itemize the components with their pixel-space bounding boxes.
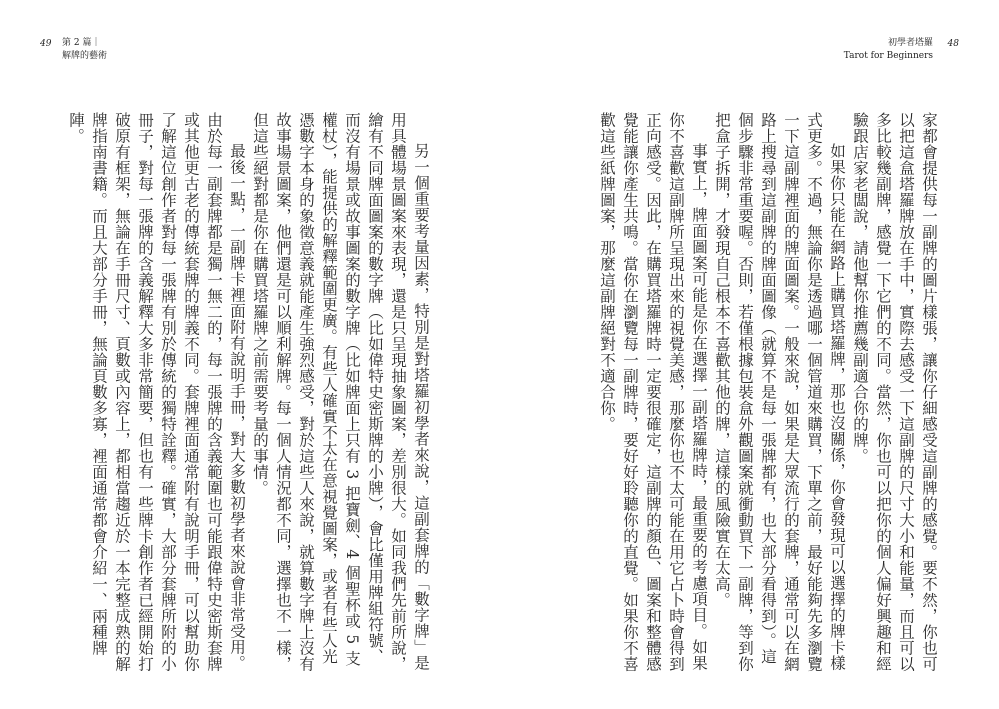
paragraph: 如果你只能在網路上購買塔羅牌，那也沒關係，你會發現可以選擇的牌卡樣式更多。不過，無論你是透過哪一個管道來購買，下單之前，最好能夠先多瀏覽一下這副牌裡面的牌面圖案。一般來說，如果是大眾流行的套牌，通常可以在網路上搜尋到這副牌的牌面圖像（就算不是每一張牌都有，也大部分看得到）。這個步驟非常重要喔。否則，若僅根據包裝盒外觀圖案就衝動買下一副牌，等到你把盒子拆開，才發現自己根本不喜歡其他的牌，這樣的風險實在太高。 — [713, 112, 846, 672]
paragraph: 最後一點，一副牌卡裡面附有說明手冊，對大多數初學者來說會非常受用。由於每一副套牌都是獨一無二的，每一張牌的含義範圍也可能跟偉特史密斯套牌或其他更古老的傳統套牌的牌義不同。套牌裡面通常附有說明手冊，可以幫助你了解這位創作者對每一張牌有別於傳統的獨特詮釋。確實，大部分套牌所附的小冊子，對每一張牌的含義解釋大多非常簡要，但也有一些牌卡創作者已經開始打破原有框架，無論在手冊尺寸、頁數或內容上，都相當趨近於一本完整成熟的解牌指南書籍。而且大部分手冊，無論頁數多寡，裡面通常都會介紹一、兩種牌陣。 — [67, 112, 246, 672]
paragraph: 事實上，牌面圖案可能是你在選擇一副塔羅牌時，最重要的考慮項目。如果你不喜歡這副牌所呈現出來的視覺美感，那麼你也不太可能在用它占卜時會得到正向感受。因此，在購買塔羅牌時一定要很確定，這副牌的顏色、圖案和整體感覺能讓你產生共鳴。當你在瀏覽每一副牌時，要好好聆聽你的直覺。如果你不喜歡這些紙牌圖案，那麼這副牌絕對不適合你。 — [598, 112, 708, 672]
right-page-number: 48 — [947, 39, 959, 49]
right-book-header — [844, 37, 933, 63]
left-chapter-header — [62, 37, 107, 63]
chapter-subtitle: 解牌的藝術 — [62, 51, 108, 61]
book-title-en: Tarot for Beginners — [843, 51, 933, 61]
paragraph: 另一個重要考量因素，特別是對塔羅初學者來說，這副套牌的「數字牌」是用具體場景圖案來表現，還是只呈現抽象圖案，差別很大。如同我們先前所說，繪有不同牌面圖案的數字牌（比如偉特史密斯牌的小牌），會比僅用牌組符號、而沒有場景或故事圖案的數字牌（比如牌面上只有 3 把寶劍、4 個聖杯或 5 支權杖），能提供的解釋範圍更廣。有些人確實不太在意視覺圖案，或者有些人光憑數字本身的象徵意義就能產生強烈感受，對於這些人來說，就算數字牌上沒有故事場景圖案，他們還是可以順利解牌。每一個人情況都不同，選擇也不一樣，但這些絕對都是你在購買塔羅牌之前需要考量的事情。 — [251, 112, 430, 672]
left-page-number: 49 — [40, 39, 52, 49]
paragraph: 家都會提供每一副牌的圖片樣張，讓你仔細感受這副牌的感覺。要不然，你也可以把這盒塔羅牌放在手中，實際去感受一下這副牌的尺寸大小和能量，而且可以多比較幾副牌，感覺一下它們的不同。當然，你也可以把你的個人偏好興趣和經驗跟店家老闆說，請他幫你推薦幾副適合你的牌。 — [851, 112, 938, 672]
chapter-label: 第 2 篇｜ — [62, 38, 101, 48]
right-page-body — [570, 112, 940, 672]
left-page-body — [62, 112, 432, 672]
book-title: 初學者塔羅 — [887, 38, 933, 48]
